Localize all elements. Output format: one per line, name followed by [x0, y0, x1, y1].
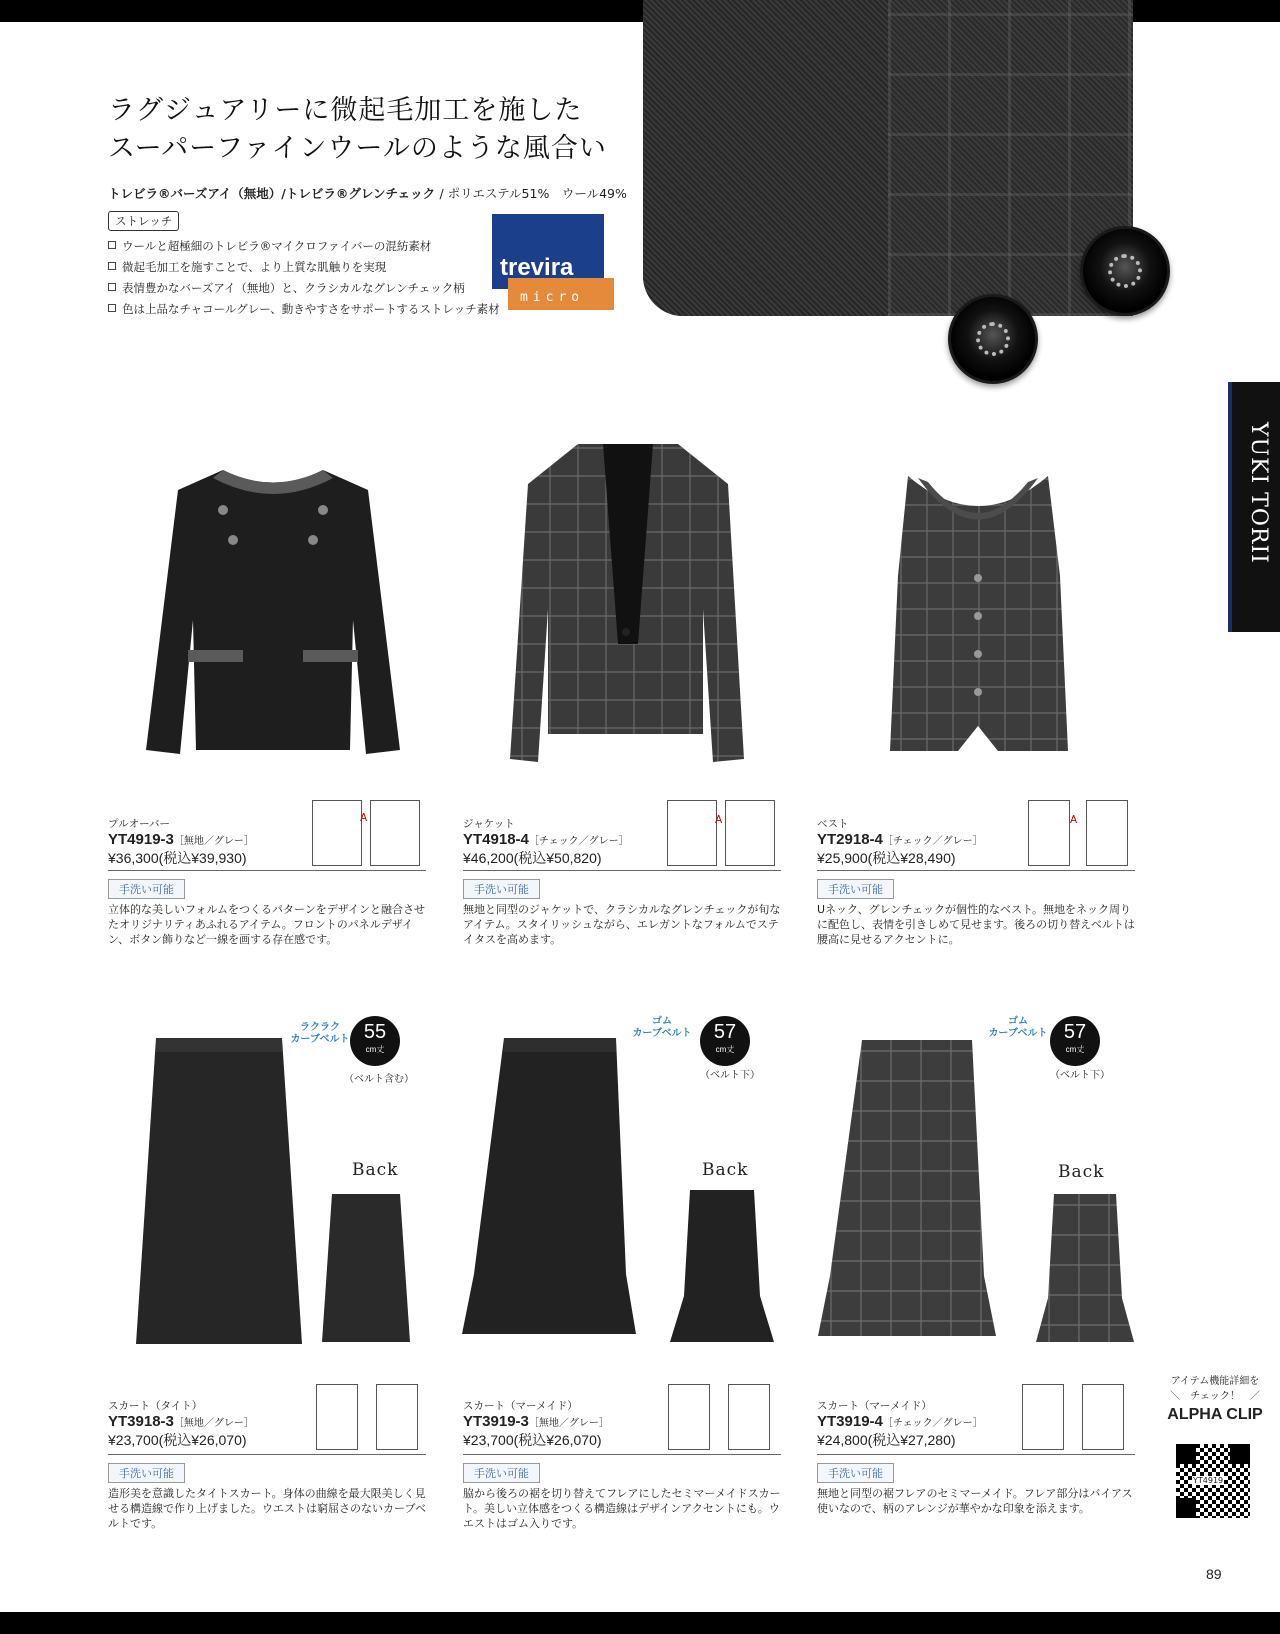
- product-type: スカート（マーメイド）: [463, 1400, 578, 1412]
- belt-logo: [630, 1016, 694, 1040]
- length-badge: [700, 1016, 750, 1066]
- length-note: （ベルト含む）: [344, 1074, 414, 1085]
- mermaid-skirt-back-photo: [668, 1186, 776, 1346]
- variant-text: ［無地／グレー］: [173, 1418, 254, 1429]
- length-value: 57: [713, 1021, 737, 1043]
- code-text: YT4918-4: [463, 831, 529, 848]
- variant-text: ［チェック／グレー］: [882, 1418, 983, 1429]
- material-name: トレビラ®バーズアイ（無地）/トレビラ®グレンチェック: [108, 186, 436, 201]
- wash-label: 手洗い可能: [108, 1463, 185, 1483]
- detail-mark: A: [360, 812, 368, 824]
- tight-skirt-photo: [134, 1034, 304, 1346]
- code-text: YT2918-4: [817, 831, 883, 848]
- front-lineart: [667, 800, 717, 866]
- code-text: YT3918-3: [108, 1413, 174, 1430]
- button-detail-image: [948, 294, 1038, 384]
- detail-mark: A: [715, 814, 723, 826]
- belt-logo-line: ラクラク: [300, 1022, 340, 1033]
- check-mermaid-skirt-photo: [816, 1036, 996, 1348]
- variant-text: ［無地／グレー］: [173, 836, 254, 847]
- product-price: ¥36,300(税込¥39,930): [108, 850, 247, 866]
- product-price: ¥24,800(税込¥27,280): [817, 1432, 956, 1448]
- headline-line: ラグジュアリーに微起毛加工を施した: [108, 95, 583, 126]
- front-lineart: [668, 1384, 710, 1450]
- material-composition: / ポリエステル51% ウール49%: [439, 186, 627, 201]
- page-number: 89: [1206, 1566, 1222, 1582]
- logo-word: trevira: [500, 254, 574, 281]
- back-lineart: [1082, 1384, 1124, 1450]
- alpha-text: ＼ チェック！ ／: [1170, 1391, 1260, 1402]
- product-description: 立体的な美しいフォルムをつくるパターンをデザインと融合させたオリジナリティあふれるアイテム。フロントのパネルデザイン、ボタン飾りなど一線を画する存在感です。: [108, 903, 426, 946]
- alpha-brand: ALPHA CLIP: [1167, 1406, 1263, 1423]
- length-note: （ベルト下）: [1050, 1070, 1110, 1081]
- divider: [817, 1454, 1135, 1455]
- wash-label: 手洗い可能: [463, 1463, 540, 1483]
- product-price: ¥46,200(税込¥50,820): [463, 850, 602, 866]
- belt-logo-line: カーブベルト: [632, 1028, 692, 1039]
- front-lineart: [1028, 800, 1070, 866]
- product-price: ¥23,700(税込¥26,070): [463, 1432, 602, 1448]
- wash-badge: [817, 1462, 894, 1483]
- length-value: 57: [1063, 1021, 1087, 1043]
- divider: [463, 1454, 781, 1455]
- divider: [817, 870, 1135, 871]
- mermaid-skirt-photo: [460, 1034, 636, 1346]
- variant-text: ［チェック／グレー］: [882, 836, 983, 847]
- feature-item: ウールと超極細のトレビラ®マイクロファイバーの混紡素材: [108, 236, 500, 257]
- tight-skirt-back-photo: [320, 1190, 412, 1345]
- back-lineart: [1086, 800, 1128, 866]
- wash-badge: [463, 878, 540, 899]
- stretch-tag: [108, 210, 179, 231]
- back-lineart: [376, 1384, 418, 1450]
- product-description: 無地と同型のジャケットで、クラシカルなグレンチェックが旬なアイテム。スタイリッシュながら、エレガントなフォルムでステイタスを高めます。: [463, 903, 781, 946]
- length-unit: cm丈: [1065, 1045, 1085, 1054]
- product-type: スカート（マーメイド）: [817, 1400, 932, 1412]
- feature-item: 色は上品なチャコールグレー、動きやすさをサポートするストレッチ素材: [108, 299, 500, 320]
- alpha-clip-block: [1160, 1372, 1270, 1424]
- front-lineart: [1022, 1384, 1064, 1450]
- length-badge: [350, 1016, 400, 1066]
- product-description: 無地と同型の裾フレアのセミマーメイド。フレア部分はバイアス使いなので、柄のアレンジが華やかな印象を添えます。: [817, 1487, 1133, 1515]
- wash-label: 手洗い可能: [817, 1463, 894, 1483]
- vest-photo: [888, 466, 1068, 756]
- birdseye-fabric: [643, 0, 888, 316]
- product-type: ベスト: [817, 818, 849, 830]
- belt-logo-line: カーブベルト: [290, 1034, 350, 1045]
- variant-text: ［チェック／グレー］: [528, 836, 629, 847]
- product-type: スカート（タイト）: [108, 1400, 203, 1412]
- back-label: Back: [702, 1160, 749, 1180]
- length-note: （ベルト下）: [700, 1070, 760, 1081]
- variant-text: ［無地／グレー］: [528, 1418, 609, 1429]
- trevira-logo: [492, 214, 622, 314]
- bottom-bar: [0, 1612, 1280, 1634]
- wash-badge: [108, 878, 185, 899]
- belt-logo: [986, 1016, 1050, 1040]
- headline-line: スーパーファインウールのような風合い: [108, 133, 607, 164]
- check-mermaid-skirt-back-photo: [1034, 1190, 1134, 1346]
- wash-label: 手洗い可能: [463, 879, 540, 899]
- length-badge: [1050, 1016, 1100, 1066]
- belt-logo-line: カーブベルト: [988, 1028, 1048, 1039]
- alpha-text: アイテム機能詳細を: [1170, 1376, 1260, 1387]
- front-lineart: [316, 1384, 358, 1450]
- qr-code-label: YT4919: [1193, 1476, 1224, 1485]
- divider: [108, 1454, 426, 1455]
- jacket-photo: [508, 434, 748, 769]
- back-lineart: [728, 1384, 770, 1450]
- belt-logo: [290, 1022, 350, 1046]
- feature-list: [108, 236, 500, 320]
- length-unit: cm丈: [365, 1045, 385, 1054]
- brand-name: YUKI TORII: [1246, 422, 1271, 564]
- front-lineart: [312, 800, 362, 866]
- divider: [463, 870, 781, 871]
- fabric-swatch-image: [643, 0, 1133, 316]
- back-label: Back: [1058, 1162, 1105, 1182]
- product-description: 造形美を意識したタイトスカート。身体の曲線を最大限美しく見せる構造線で作り上げました。ウエストは窮屈さのないカーブベルトです。: [108, 1487, 427, 1530]
- product-description: Uネック、グレンチェックが個性的なベスト。無地をネック周りに配色し、表情を引きしめて見せます。後ろの切り替えベルトは腰高に見せるアクセントに。: [817, 903, 1135, 946]
- length-unit: cm丈: [715, 1045, 735, 1054]
- divider: [108, 870, 426, 871]
- feature-item: 微起毛加工を施すことで、より上質な肌触りを実現: [108, 257, 500, 278]
- button-detail-image: [1080, 226, 1170, 316]
- code-text: YT3919-4: [817, 1413, 883, 1430]
- code-text: YT4919-3: [108, 831, 174, 848]
- material-line: [108, 184, 627, 202]
- product-price: ¥23,700(税込¥26,070): [108, 1432, 247, 1448]
- pullover-photo: [138, 450, 408, 770]
- product-type: プルオーバー: [108, 818, 171, 830]
- code-text: YT3919-3: [463, 1413, 529, 1430]
- belt-logo-line: ゴム: [652, 1016, 672, 1027]
- back-lineart: [725, 800, 775, 866]
- product-price: ¥25,900(税込¥28,490): [817, 850, 956, 866]
- detail-mark: A: [1070, 814, 1078, 826]
- wash-label: 手洗い可能: [817, 879, 894, 899]
- feature-item: 表情豊かなバーズアイ（無地）と、クラシカルなグレンチェック柄: [108, 278, 500, 299]
- brand-tab: [1228, 382, 1280, 632]
- headline: [108, 92, 607, 168]
- back-label: Back: [352, 1160, 399, 1180]
- product-type: ジャケット: [463, 818, 515, 830]
- product-description: 脇から後ろの裾を切り替えてフレアにしたセミマーメイドスカート。美しい立体感をつくる構造線はデザインアクセントにも。ウエストはゴム入りです。: [463, 1487, 781, 1530]
- wash-badge: [108, 1462, 185, 1483]
- length-value: 55: [363, 1021, 387, 1043]
- logo-sub: micro: [520, 290, 585, 305]
- back-lineart: [370, 800, 420, 866]
- tag-label: ストレッチ: [108, 211, 179, 231]
- wash-label: 手洗い可能: [108, 879, 185, 899]
- belt-logo-line: ゴム: [1008, 1016, 1028, 1027]
- wash-badge: [817, 878, 894, 899]
- wash-badge: [463, 1462, 540, 1483]
